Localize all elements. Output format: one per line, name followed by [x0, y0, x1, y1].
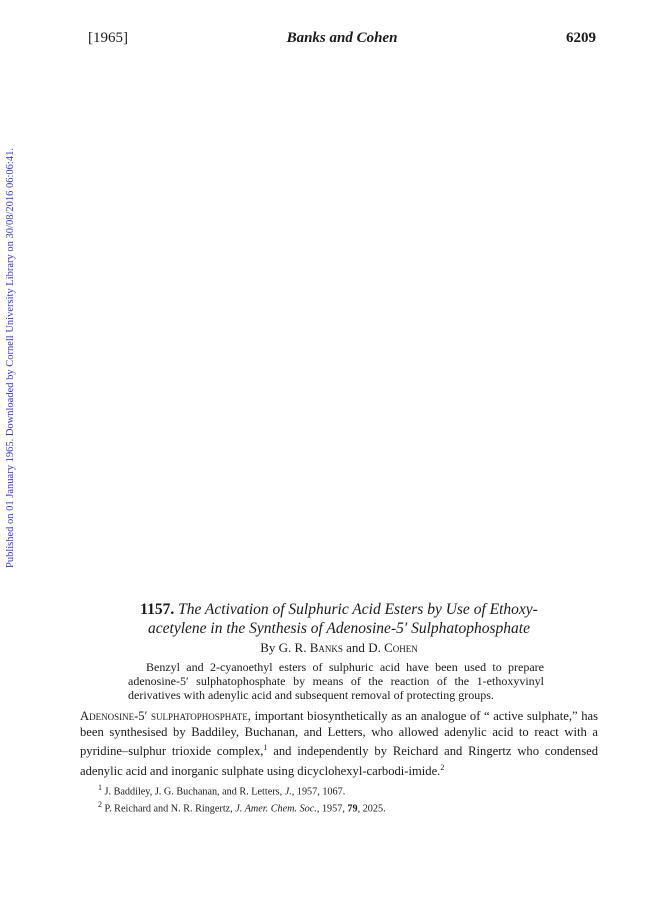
title-line-2: acetylene in the Synthesis of Adenosine-5′ Sulphatophosphate	[148, 620, 530, 637]
body-text-2: and independently by Reichard and Ringertz who condensed adenylic acid and inorganic sulphate using dicyclohexyl-carbodi-imide.	[80, 744, 599, 778]
article	[80, 600, 598, 816]
footnote-text: , 1957, 1067.	[291, 786, 346, 798]
reference-marker-1: 1	[263, 743, 268, 752]
body-lead: Adenosine-5′ sulphatophosphate,	[80, 709, 251, 723]
footnote-journal: J.	[284, 786, 292, 798]
footnote-journal: J. Amer. Chem. Soc.	[235, 803, 317, 815]
page-header	[88, 30, 596, 52]
by-label: By	[260, 640, 276, 655]
article-title	[80, 600, 598, 638]
body-text-1: important biosynthetically as an analogue of “ active sulphate,” has been synthesised by Baddiley, Buchanan, and Letters, who allowed adenylic acid to react with a pyridine–sulphur trioxide complex,	[80, 709, 598, 759]
footnote-1	[98, 782, 598, 799]
body-paragraph	[80, 709, 598, 779]
reference-marker-2: 2	[440, 762, 445, 772]
author-line	[80, 640, 598, 656]
download-notice: Published on 01 January 1965. Downloaded by Cornell University Library on 30/08/2016 06:06:41.	[5, 148, 16, 568]
abstract: Benzyl and 2-cyanoethyl esters of sulphuric acid have been used to prepare adenosine-5′ sulphatophosphate by means of the reaction of the 1-ethoxyvinyl derivatives with adenylic acid and subsequent removal of protecting groups.	[128, 660, 544, 702]
footnote-volume: 79	[347, 803, 358, 815]
footnote-number: 1	[98, 783, 102, 793]
footnote-number: 2	[98, 800, 102, 810]
title-line-1: The Activation of Sulphuric Acid Esters by Use of Ethoxy-	[178, 601, 538, 618]
footnote-text: , 1957,	[316, 803, 348, 815]
footnote-text: J. Baddiley, J. G. Buchanan, and R. Letters,	[104, 786, 285, 798]
footnote-text: , 2025.	[357, 803, 386, 815]
author-1: G. R. Banks	[278, 640, 343, 655]
author-2: D. Cohen	[368, 640, 418, 655]
running-title: Banks and Cohen	[286, 30, 398, 46]
article-number: 1157.	[140, 601, 175, 618]
footnote-2	[98, 799, 598, 816]
and-label: and	[346, 640, 365, 655]
footnote-text: P. Reichard and N. R. Ringertz,	[104, 803, 236, 815]
page-number: 6209	[566, 30, 596, 46]
journal-year: [1965]	[88, 30, 128, 46]
